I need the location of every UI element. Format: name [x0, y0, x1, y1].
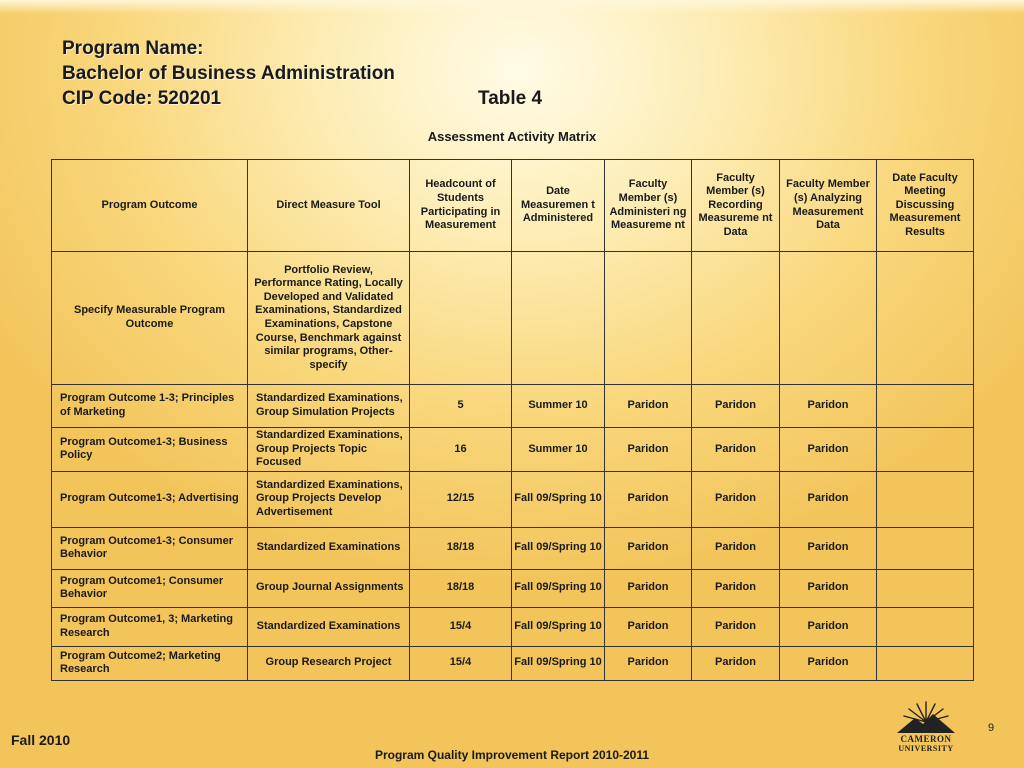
col-header-meeting-date: Date Faculty Meeting Discussing Measurement Results: [877, 160, 974, 252]
cell-headcount: 15/4: [410, 607, 512, 646]
cell-tool: Standardized Examinations: [248, 607, 410, 646]
cell-tool: Standardized Examinations: [248, 527, 410, 569]
cell-administering: Paridon: [605, 471, 692, 527]
cell-analyzing: [780, 252, 877, 385]
cell-tool: Standardized Examinations, Group Projects Develop Advertisement: [248, 471, 410, 527]
table-row: [52, 471, 974, 527]
cell-analyzing: Paridon: [780, 428, 877, 472]
cell-tool: Portfolio Review, Performance Rating, Locally Developed and Validated Examinations, Standardized Examinations, Capstone Course, Benchmark against similar programs, Other-specify: [248, 252, 410, 385]
program-name: Bachelor of Business Administration: [62, 63, 395, 84]
cell-outcome: Program Outcome 1-3; Principles of Marketing: [52, 385, 248, 428]
cell-analyzing: Paridon: [780, 527, 877, 569]
cell-recording: Paridon: [692, 527, 780, 569]
cell-headcount: 18/18: [410, 527, 512, 569]
table-row: [52, 428, 974, 472]
cell-tool: Standardized Examinations, Group Projects Topic Focused: [248, 428, 410, 472]
cell-outcome: Specify Measurable Program Outcome: [52, 252, 248, 385]
col-header-faculty-analyzing: Faculty Member (s) Analyzing Measurement Data: [780, 160, 877, 252]
cell-administering: Paridon: [605, 646, 692, 680]
col-header-program-outcome: Program Outcome: [52, 160, 248, 252]
cell-recording: [692, 252, 780, 385]
cell-recording: Paridon: [692, 646, 780, 680]
cell-outcome: Program Outcome2; Marketing Research: [52, 646, 248, 680]
assessment-matrix-table: [51, 159, 974, 681]
cell-tool: Group Research Project: [248, 646, 410, 680]
cell-headcount: 16: [410, 428, 512, 472]
col-header-faculty-recording: Faculty Member (s) Recording Measureme nt Data: [692, 160, 780, 252]
cell-administering: Paridon: [605, 527, 692, 569]
footer-report-title: Program Quality Improvement Report 2010-2011: [374, 748, 650, 762]
cameron-university-logo: [893, 700, 959, 752]
cell-headcount: [410, 252, 512, 385]
cell-outcome: Program Outcome1; Consumer Behavior: [52, 569, 248, 607]
cell-date: Fall 09/Spring 10: [512, 646, 605, 680]
logo-name: CAMERON: [900, 734, 952, 744]
col-header-date-administered: Date Measuremen t Administered: [512, 160, 605, 252]
cell-recording: Paridon: [692, 428, 780, 472]
matrix-title: Assessment Activity Matrix: [427, 129, 597, 144]
cell-date: Summer 10: [512, 385, 605, 428]
table-row: [52, 646, 974, 680]
cell-date: Fall 09/Spring 10: [512, 527, 605, 569]
program-name-label: Program Name:: [62, 38, 204, 59]
cell-recording: Paridon: [692, 569, 780, 607]
cell-tool: Group Journal Assignments: [248, 569, 410, 607]
cell-outcome: Program Outcome1-3; Business Policy: [52, 428, 248, 472]
cell-recording: Paridon: [692, 607, 780, 646]
logo-sub: UNIVERSITY: [898, 744, 954, 753]
cell-date: [512, 252, 605, 385]
cell-analyzing: Paridon: [780, 607, 877, 646]
table-row: [52, 569, 974, 607]
cell-analyzing: Paridon: [780, 471, 877, 527]
cell-headcount: 12/15: [410, 471, 512, 527]
cell-meeting: [877, 428, 974, 472]
col-header-faculty-administering: Faculty Member (s) Administeri ng Measureme nt: [605, 160, 692, 252]
cell-administering: Paridon: [605, 607, 692, 646]
cell-analyzing: Paridon: [780, 646, 877, 680]
table-label: Table 4: [478, 88, 543, 109]
cell-meeting: [877, 471, 974, 527]
cell-outcome: Program Outcome1-3; Consumer Behavior: [52, 527, 248, 569]
cell-meeting: [877, 569, 974, 607]
cell-headcount: 15/4: [410, 646, 512, 680]
top-glow: [0, 0, 1024, 14]
cell-meeting: [877, 252, 974, 385]
cell-recording: Paridon: [692, 471, 780, 527]
cell-meeting: [877, 385, 974, 428]
table-row: [52, 607, 974, 646]
cell-analyzing: Paridon: [780, 569, 877, 607]
cell-administering: Paridon: [605, 385, 692, 428]
col-header-headcount: Headcount of Students Participating in Measurement: [410, 160, 512, 252]
cell-analyzing: Paridon: [780, 385, 877, 428]
footer-term: Fall 2010: [11, 732, 71, 748]
header-row: [52, 160, 974, 252]
cell-administering: [605, 252, 692, 385]
table-row: [52, 385, 974, 428]
cell-outcome: Program Outcome1-3; Advertising: [52, 471, 248, 527]
cell-date: Summer 10: [512, 428, 605, 472]
cell-administering: Paridon: [605, 569, 692, 607]
cell-administering: Paridon: [605, 428, 692, 472]
cell-headcount: 18/18: [410, 569, 512, 607]
cell-meeting: [877, 527, 974, 569]
cell-outcome: Program Outcome1, 3; Marketing Research: [52, 607, 248, 646]
page-number: 9: [988, 722, 995, 734]
sunburst-mountain-icon: [893, 700, 959, 734]
cell-headcount: 5: [410, 385, 512, 428]
table-row: [52, 252, 974, 385]
cip-code: CIP Code: 520201: [62, 88, 222, 109]
cell-date: Fall 09/Spring 10: [512, 607, 605, 646]
cell-tool: Standardized Examinations, Group Simulation Projects: [248, 385, 410, 428]
cell-date: Fall 09/Spring 10: [512, 471, 605, 527]
col-header-direct-measure-tool: Direct Measure Tool: [248, 160, 410, 252]
table-row: [52, 527, 974, 569]
cell-meeting: [877, 646, 974, 680]
cell-recording: Paridon: [692, 385, 780, 428]
program-header: [62, 36, 395, 111]
cell-meeting: [877, 607, 974, 646]
cell-date: Fall 09/Spring 10: [512, 569, 605, 607]
